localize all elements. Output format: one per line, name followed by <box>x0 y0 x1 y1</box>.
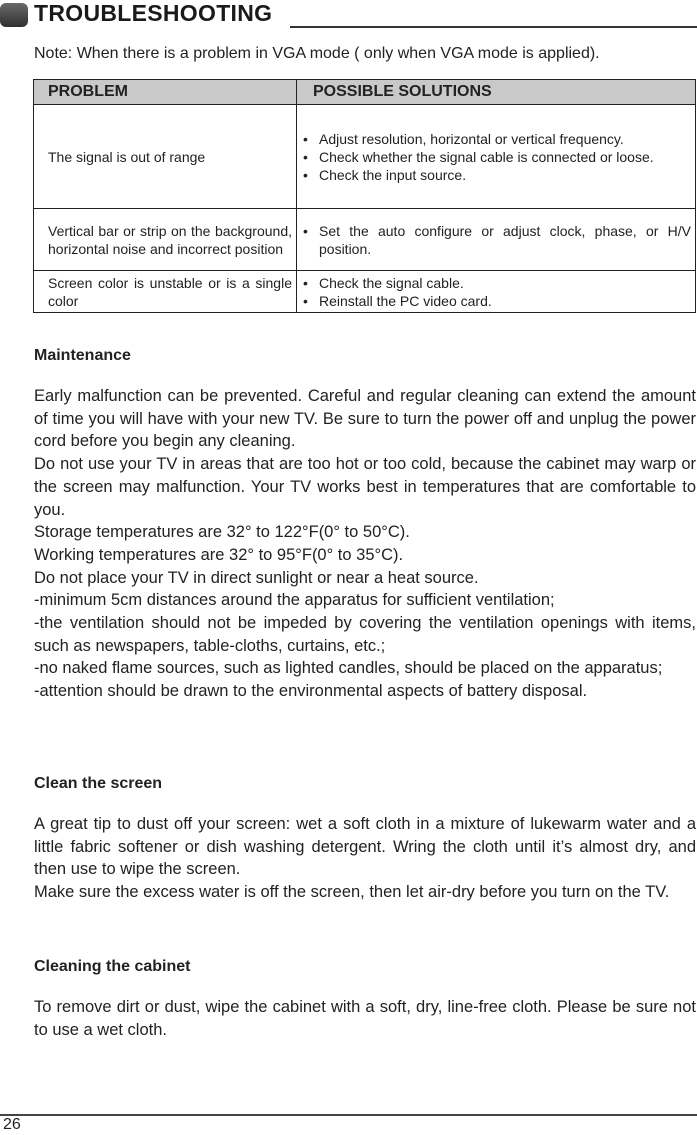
rounded-rectangle-icon <box>0 3 28 27</box>
clean-screen-paragraph: A great tip to dust off your screen: wet a soft cloth in a mixture of lukewarm water and a little fabric softener or dish washing detergent. Wring the cloth until it’s almost dry, and then use to wipe the screen. <box>34 815 696 879</box>
problem-cell: Screen color is unstable or is a single color <box>34 271 297 313</box>
solutions-cell <box>297 105 696 209</box>
maintenance-paragraph: Do not place your TV in direct sunlight or near a heat source. <box>34 568 479 587</box>
solution-item: • Check the input source. <box>301 166 691 184</box>
solution-item: • Check whether the signal cable is connected or loose. <box>301 148 691 166</box>
footer-rule <box>0 1114 697 1116</box>
clean-cabinet-section <box>34 958 696 1041</box>
table-row <box>34 105 696 209</box>
column-header-problem: PROBLEM <box>34 80 297 105</box>
maintenance-heading: Maintenance <box>34 347 131 364</box>
maintenance-paragraph: -the ventilation should not be impeded by covering the ventilation openings with items, such as newspapers, table-cloths, curtains, etc.; <box>34 614 696 655</box>
clean-screen-section <box>34 775 696 904</box>
solutions-cell <box>297 271 696 313</box>
clean-screen-heading: Clean the screen <box>34 775 163 792</box>
column-header-solutions: POSSIBLE SOLUTIONS <box>297 80 696 105</box>
page-number: 26 <box>3 1116 21 1133</box>
vga-note: Note: When there is a problem in VGA mode ( only when VGA mode is applied). <box>34 45 600 62</box>
header-rule <box>290 26 697 28</box>
page-header <box>0 0 697 30</box>
solution-item: • Adjust resolution, horizontal or vertical frequency. <box>301 130 691 148</box>
problem-cell: Vertical bar or strip on the background, horizontal noise and incorrect position <box>34 209 297 271</box>
solution-item: • Reinstall the PC video card. <box>301 292 691 310</box>
solution-item: • Set the auto configure or adjust clock, phase, or H/V position. <box>301 222 691 258</box>
clean-screen-paragraph: Make sure the excess water is off the screen, then let air-dry before you turn on the TV. <box>34 883 670 902</box>
maintenance-paragraph: Early malfunction can be prevented. Careful and regular cleaning can extend the amount of time you will have with your new TV. Be sure to turn the power off and unplug the power cord before you begin any cleaning. <box>34 387 696 451</box>
table-row <box>34 271 696 313</box>
solution-item: • Check the signal cable. <box>301 274 691 292</box>
table-header-row <box>34 80 696 105</box>
maintenance-paragraph: Do not use your TV in areas that are too hot or too cold, because the cabinet may warp or the screen may malfunction. Your TV works best in temperatures that are comfortable to you. <box>34 455 696 519</box>
maintenance-section <box>34 347 696 703</box>
clean-cabinet-heading: Cleaning the cabinet <box>34 958 191 975</box>
problem-cell: The signal is out of range <box>34 105 297 209</box>
maintenance-paragraph: -no naked flame sources, such as lighted candles, should be placed on the apparatus; <box>34 659 663 678</box>
troubleshooting-table <box>33 79 696 313</box>
maintenance-paragraph: Storage temperatures are 32° to 122°F(0° to 50°C). <box>34 523 410 542</box>
page-title: TROUBLESHOOTING <box>34 0 273 26</box>
solutions-cell <box>297 209 696 271</box>
maintenance-paragraph: -minimum 5cm distances around the apparatus for sufficient ventilation; <box>34 591 555 610</box>
clean-cabinet-paragraph: To remove dirt or dust, wipe the cabinet with a soft, dry, line-free cloth. Please be sure not to use a wet cloth. <box>34 998 696 1039</box>
table-row <box>34 209 696 271</box>
maintenance-paragraph: Working temperatures are 32° to 95°F(0° to 35°C). <box>34 545 404 564</box>
maintenance-paragraph: -attention should be drawn to the environmental aspects of battery disposal. <box>34 682 588 701</box>
